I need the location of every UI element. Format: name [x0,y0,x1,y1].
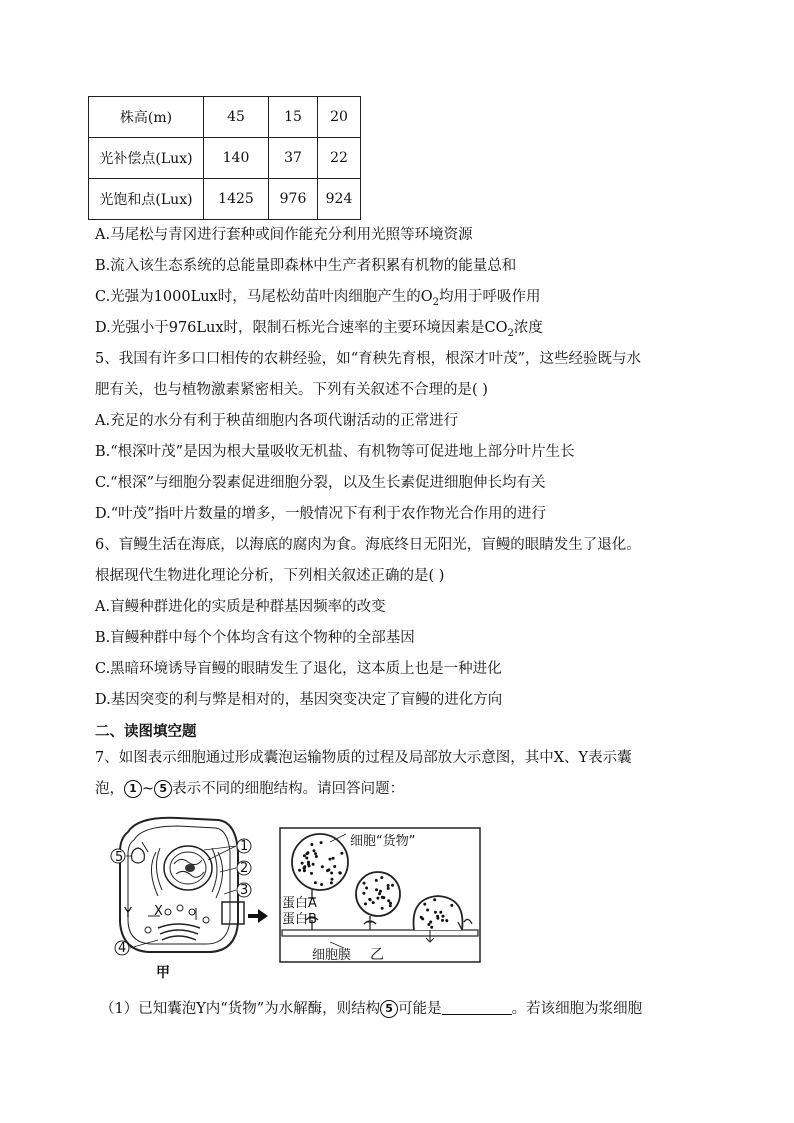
table-cell: 924 [318,179,361,220]
circled-number-5: 5 [154,780,172,798]
text-span: 泡， [95,781,124,797]
cargo-dot [307,863,310,866]
q4-option-a: A.马尾松与青冈进行套种或间作能充分利用光照等环境资源 [95,227,473,243]
cargo-dot [433,898,436,901]
label-x: X [154,904,163,919]
cargo-dot [389,904,392,907]
q7-stem-line2 [95,779,404,799]
cargo-dot [301,862,304,865]
q4-option-d [95,318,543,344]
text-span: D.光强小于976Lux时，限制石栎光合速率的主要环境因素是CO [95,320,508,336]
cargo-dot [312,863,315,866]
q5-option-c: C.“根深”与细胞分裂素促进细胞分裂，以及生长素促进细胞伸长均有关 [95,475,546,491]
cargo-dot [332,857,335,860]
q6-stem-line2: 根据现代生物进化理论分析，下列相关叙述正确的是( ) [95,568,445,584]
cargo-dot [375,888,378,891]
cargo-dot [310,843,313,846]
cargo-dot [330,872,333,875]
section-heading: 二、读图填空题 [95,724,197,740]
cargo-dot [363,882,366,885]
table-cell: 1425 [204,179,269,220]
cargo-dot [450,904,453,907]
cargo-dot [445,919,448,922]
label-protein-b: 蛋白B [282,912,317,927]
label-y: Y [124,906,132,921]
cargo-dot [381,896,384,899]
table-row [89,138,361,179]
cargo-dot [372,901,375,904]
cargo-dot [365,887,368,890]
cargo-dot [376,897,379,900]
cargo-dot [391,884,394,887]
q6-option-b: B.盲鳗种群中每个个体均含有这个物种的全部基因 [95,630,415,646]
table-row [89,97,361,138]
cargo-dot [320,841,323,844]
cargo-dot [310,872,313,875]
table-cell: 45 [204,97,269,138]
label-yi: 乙 [370,947,384,963]
cargo-dot [379,890,382,893]
q4-option-c [95,287,541,313]
table-cell: 976 [269,179,318,220]
cargo-dot [389,902,392,905]
cargo-dot [427,923,430,926]
cargo-dot [434,911,437,914]
cargo-dot [380,876,383,879]
cargo-dot [429,921,432,924]
q5-option-b: B.“根深叶茂”是因为根大量吸收无机盐、有机物等可促进地上部分叶片生长 [95,444,575,460]
cargo-dot [303,865,306,868]
cargo-dot [340,852,343,855]
text-span: 。若该细胞为浆细胞 [511,1001,643,1017]
q6-option-a: A.盲鳗种群进化的实质是种群基因频率的改变 [95,599,386,615]
cargo-dot [421,917,424,920]
answer-blank[interactable] [442,1000,512,1015]
row-header: 光饱和点(Lux) [89,179,204,220]
q6-option-d: D.基因突变的利与弊是相对的，基因突变决定了盲鳗的进化方向 [95,692,503,708]
cell-vesicle-figure [108,812,490,982]
text-span: 浓度 [513,320,543,336]
marker-3: 3 [240,883,249,898]
cargo-dot [303,854,306,857]
circled-number-1: 1 [124,780,142,798]
cargo-dot [439,911,442,914]
text-span: 可能是 [398,1001,442,1017]
q7-subquestion-1 [100,999,642,1019]
q5-stem-line1: 5、我国有许多口口相传的农耕经验，如“育秧先育根，根深才叶茂”，这些经验既与水 [95,351,642,367]
cargo-dot [369,898,372,901]
label-membrane: 细胞膜 [312,948,352,963]
cargo-dot [339,872,342,875]
subscript: 2 [507,327,514,339]
cargo-dot [436,915,439,918]
cargo-dot [313,849,316,852]
subscript: 2 [432,296,439,308]
q6-stem-line1: 6、盲鳗生活在海底，以海底的腐肉为食。海底终日无阳光，盲鳗的眼睛发生了退化。 [95,537,641,553]
cargo-dot [333,865,336,868]
cargo-dot [423,903,426,906]
cargo-dot [320,883,323,886]
q6-option-c: C.黑暗环境诱导盲鳗的眼睛发生了退化，这本质上也是一种进化 [95,661,502,677]
q5-stem-line2: 肥有关，也与植物激素紧密相关。下列有关叙述不合理的是( ) [95,382,488,398]
table-cell: 140 [204,138,269,179]
cargo-dot [305,857,308,860]
text-span: 表示不同的细胞结构。请回答问题： [172,781,405,797]
cargo-dot [381,907,384,910]
text-span: （1）已知囊泡Y内“货物”为水解酶，则结构 [100,1001,381,1017]
table-cell: 22 [318,138,361,179]
cargo-dot [387,899,390,902]
cargo-dot [298,869,301,872]
marker-5: 5 [115,850,124,865]
q5-option-a: A.充足的水分有利于秧苗细胞内各项代谢活动的正常进行 [95,413,459,429]
circled-number-5: 5 [380,1000,398,1018]
cargo-dot [314,881,317,884]
text-span: ~ [142,781,155,797]
cargo-dot [330,881,333,884]
text-span: 均用于呼吸作用 [439,289,541,305]
marker-1: 1 [240,839,249,854]
q7-stem-line1: 7、如图表示细胞通过形成囊泡运输物质的过程及局部放大示意图，其中X、Y表示囊 [95,750,632,766]
cargo-dot [331,878,334,881]
cargo-dot [426,909,429,912]
cargo-dot [329,858,332,861]
q4-option-b: B.流入该生态系统的总能量即森林中生产者积累有机物的能量总和 [95,258,517,274]
marker-2: 2 [240,861,249,876]
label-protein-a: 蛋白A [282,896,317,911]
cargo-dot [315,855,318,858]
table-row [89,179,361,220]
label-cargo: 细胞“货物” [350,834,416,849]
cargo-dot [362,892,365,895]
table-cell: 20 [318,97,361,138]
cargo-dot [306,851,309,854]
cargo-dot [314,852,317,855]
cargo-dot [326,869,329,872]
cargo-dot [364,902,367,905]
marker-4: 4 [118,941,127,956]
table-cell: 15 [269,97,318,138]
text-span: C.光强为1000Lux时，马尾松幼苗叶肉细胞产生的O [95,289,433,305]
cargo-dot [442,915,445,918]
cargo-dot [441,919,444,922]
cargo-dot [387,887,390,890]
cargo-dot [387,884,390,887]
row-header: 株高(m) [89,97,204,138]
cargo-dot [321,865,324,868]
row-header: 光补偿点(Lux) [89,138,204,179]
cargo-dot [375,879,378,882]
table-cell: 37 [269,138,318,179]
data-table [88,96,361,220]
q5-option-d: D.“叶茂”指叶片数量的增多，一般情况下有利于农作物光合作用的进行 [95,506,547,522]
label-jia: 甲 [156,965,170,981]
cargo-dot [430,926,433,929]
